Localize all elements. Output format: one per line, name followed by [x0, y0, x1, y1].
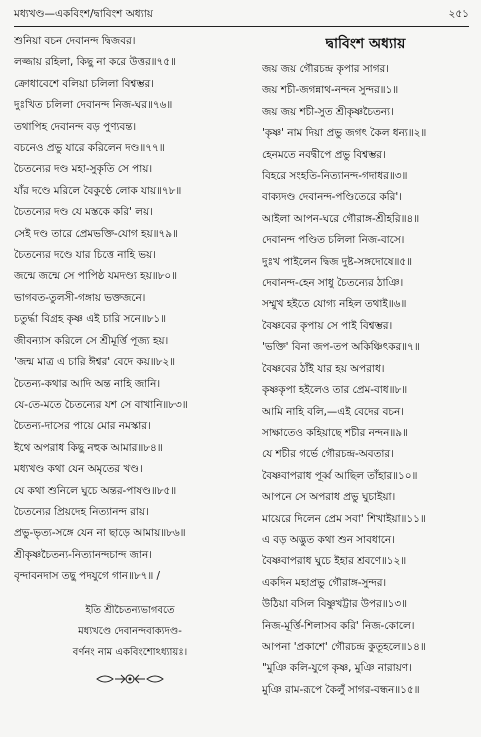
verse-line: দুঃখিত চলিলা দেবানন্দ নিজ-ঘর॥৭৬॥ [14, 99, 173, 112]
verse-line: জয় জয় গৌরচন্দ্র কৃপার সাগর। [262, 63, 389, 75]
verse-line: জন্মে জন্মে সে পাপিষ্ঠ যমদণ্ড্য হয়॥৮০॥ [14, 270, 177, 283]
verse-line: মুঞি রাম-রূপে কৈলুঁ সাগর-বন্ধন॥১৫॥ [262, 683, 420, 696]
colophon-line: মধ্যখণ্ডে দেবানন্দবাক্যদণ্ড- [78, 625, 182, 637]
verse-line: চৈতন্যের দণ্ডে যার চিত্তে নাহি ভয়। [14, 249, 156, 262]
verse-line: চৈতন্যের প্রিয়দেহ নিত্যানন্দ রায়। [14, 505, 149, 518]
verse-line: এ বড় অদ্ভুত কথা শুন সাবধানে। [262, 533, 395, 546]
verse-line: মায়েরে দিলেন প্রেম সবা' শিখাইয়া॥১১॥ [262, 512, 426, 525]
header-title: মধ্যখণ্ড—একবিংশ/দ্বাবিংশ অধ্যায় [14, 7, 153, 20]
ornament-divider-icon [14, 671, 246, 691]
chapter-title: দ্বাবিংশ অধ্যায় [325, 36, 406, 52]
verse-line: বৃন্দাবনদাস তছু পদযুগে গান॥৮৭॥ / [14, 570, 161, 583]
text-columns [14, 31, 469, 701]
verse-line: নিজ-মূর্ত্তি-শিলাসব করি' নিজ-কোলে। [262, 619, 415, 632]
verse-line: বৈষ্ণবাপরাধ ঘুচে ইহার শ্রবণে॥১২॥ [262, 555, 407, 568]
verse-line: জয় জয় শচী-সুত শ্রীকৃষ্ণচৈতন্য। [262, 105, 394, 118]
verse-line: মধ্যখণ্ড কথা যেন অমৃতের খণ্ড। [14, 463, 143, 476]
verse-line: 'ভক্তি' বিনা জপ-তপ অকিঞ্চিৎকর॥৭॥ [262, 341, 420, 354]
verse-line: 'জন্ম মাত্র এ চারি ঈশ্বর' বেদে কয়॥৮২॥ [14, 356, 176, 369]
verse-line: চৈতন্য-কথার আদি অন্ত নাহি জানি। [14, 377, 161, 390]
verse-line: সম্মুখ হইতে যোগ্য নহিল তথাই॥৬॥ [262, 298, 407, 311]
verse-line: আপনে সে অপরাধ প্রভু ঘুচাইয়া। [262, 491, 396, 504]
header-rule [14, 26, 469, 27]
verse-line: জীবন্যাস করিলে সে শ্রীমূর্ত্তি পূজ্য হয়। [14, 334, 169, 347]
left-verse-block [14, 31, 246, 588]
verse-line: জয় শচী-জগন্নাথ-নন্দন সুন্দর॥১॥ [262, 84, 399, 97]
verse-line: শ্রীকৃষ্ণচৈতন্য-নিত্যানন্দচান্দ জান। [14, 548, 152, 561]
verse-line: একদিন মহাপ্রভু গৌরাঙ্গ-সুন্দর। [262, 576, 387, 589]
verse-line: যে শচীর গর্ভে গৌরচন্দ্র-অবতার। [262, 448, 394, 461]
verse-line: হেনমতে নবদ্বীপে প্রভু বিশ্বম্ভর। [262, 148, 386, 161]
verse-line: আপনা 'প্রকাশে' গৌরচন্দ্র কুতূহলে॥১৪॥ [262, 640, 426, 653]
verse-line: দেবানন্দ পণ্ডিত চলিলা নিজ-বাসে। [262, 234, 405, 247]
verse-line: যে কথা শুনিলে ঘুচে অন্তর-পাষণ্ড॥৮৫॥ [14, 484, 177, 497]
verse-line: আমি নাহি বলি,—এই বেদের বচন। [262, 405, 404, 418]
verse-line: প্রভু-ভৃত্য-সঙ্গে যেন না ছাড়ে আমায়॥৮৬॥ [14, 527, 186, 540]
colophon-line: বর্ণনং নাম একবিংশোঽধ্যায়ঃ। [72, 646, 188, 658]
verse-line: "মুঞি কলি-যুগে কৃষ্ণ, মুঞি নারায়ণ। [262, 662, 412, 675]
verse-line: দুঃখ পাইলেন দ্বিজ দুষ্ট-সঙ্গদোষে॥৫॥ [262, 255, 413, 268]
verse-line: বৈষ্ণবের কৃপায় সে পাই বিশ্বম্ভর। [262, 319, 393, 332]
verse-line: দেবানন্দ-হেন সাধু চৈতন্যের ঠাঞি। [262, 277, 404, 290]
verse-line: বাক্যদণ্ড দেবানন্দ-পণ্ডিতেরে করি'। [262, 191, 402, 204]
left-column [14, 31, 246, 701]
verse-line: চতুর্দ্ধা বিগ্রহ কৃষ্ণ এই চারি সনে॥৮১॥ [14, 313, 166, 326]
verse-line: তথাপিহ দেবানন্দ বড় পুণ্যবন্ত। [14, 120, 137, 133]
right-verse-block [262, 59, 469, 701]
verse-line: লজ্জায় রহিলা, কিছু না করে উত্তর॥৭৫॥ [14, 56, 176, 69]
verse-line: চৈতন্যের দণ্ড মহা-সুকৃতি সে পায়। [14, 163, 153, 176]
verse-line: আইলা আপন-ঘরে গৌরাঙ্গ-শ্রীহরি॥৪॥ [262, 212, 420, 225]
verse-line: কৃষ্ণকৃপা হইলেও তার প্রেম-বাধ॥৮॥ [262, 384, 408, 397]
verse-line: যে-তে-মতে চৈতন্যের যশ সে বাখানি॥৮৩॥ [14, 398, 188, 411]
verse-line: বচনেও প্রভু যারে করিলেন দণ্ড॥৭৭॥ [14, 142, 165, 155]
verse-line: বৈষ্ণবের ঠাঁই যার হয় অপরাধ। [262, 362, 385, 375]
verse-line: 'কৃষ্ণ' নাম দিয়া প্রভু জগৎ কৈল ধন্য॥২॥ [262, 127, 427, 140]
verse-line: যাঁর দণ্ডে মরিলে বৈকুণ্ঠে লোক যায়॥৭৮॥ [14, 184, 182, 197]
colophon-line: ইতি শ্রীচৈতন্যভাগবতে [85, 604, 175, 616]
verse-line: ক্রোধাবেশে বলিয়া চলিলা বিশ্বম্ভর। [14, 77, 154, 90]
page-number: ২৫১ [448, 7, 469, 20]
verse-line: সেই দণ্ড তারে প্রেমভক্তি-যোগ হয়॥৭৯॥ [14, 227, 178, 240]
verse-line: বৈষ্ণবাপরাধ পূর্ব্ব আছিল তাঁহার॥১০॥ [262, 469, 418, 482]
chapter-colophon [14, 600, 246, 663]
verse-line: চৈতন্যের দণ্ড যে মস্তকে করি' লয়। [14, 206, 153, 219]
verse-line: চৈতন্য-দাসের পায়ে মোর নমস্কার। [14, 420, 151, 433]
right-column [246, 31, 469, 701]
running-header [14, 6, 469, 24]
verse-line: বিহরে সংহতি-নিত্যানন্দ-গদাধর॥৩॥ [262, 170, 408, 183]
verse-line: সাক্ষাতেও কহিয়াছে শচীর নন্দন॥৯॥ [262, 426, 408, 439]
verse-line: উঠিয়া বসিল বিষ্ণুখট্টার উপর॥১৩॥ [262, 598, 408, 611]
verse-line: ইথে অপরাধ কিছু নহুক আমার॥৮৪॥ [14, 441, 163, 454]
verse-line: ভাগবত-তুলসী-গঙ্গায় ভক্তজনে। [14, 291, 146, 304]
verse-line: শুনিয়া বচন দেবানন্দ দ্বিজবর। [14, 35, 136, 47]
